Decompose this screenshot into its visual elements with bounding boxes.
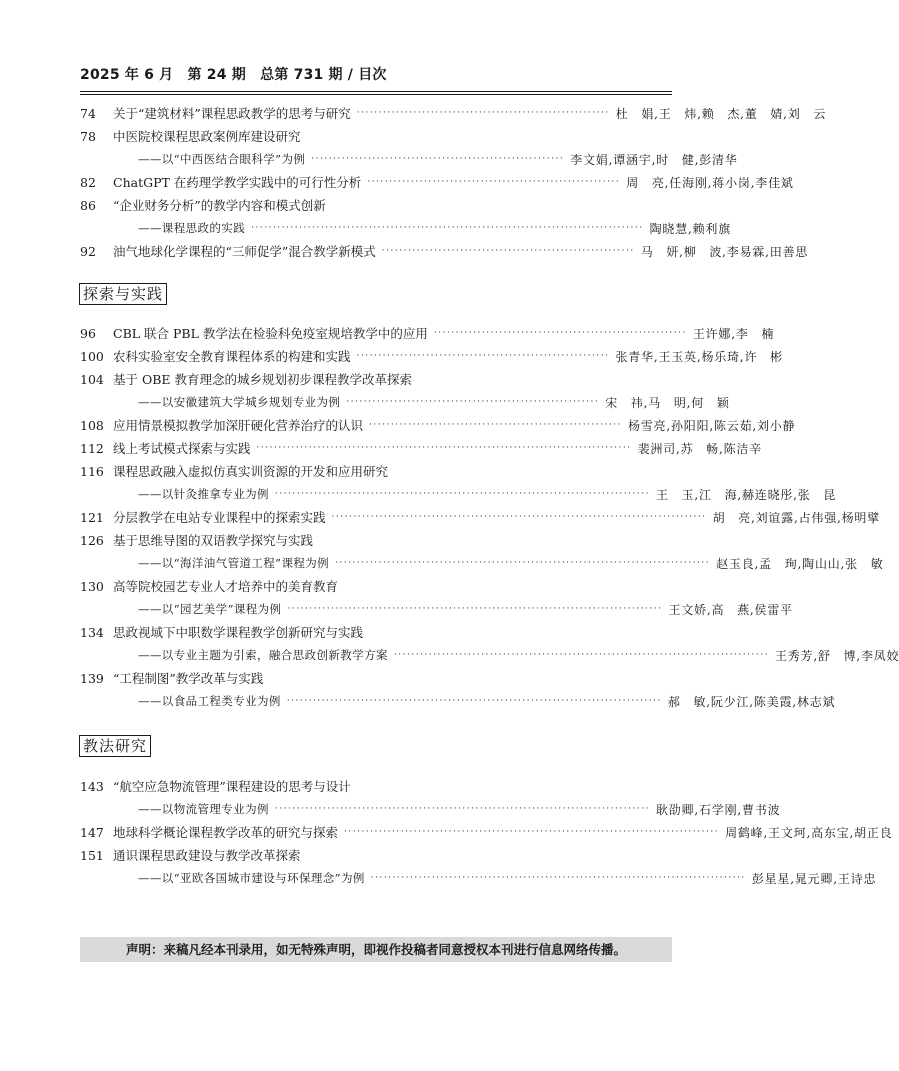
toc-entry[interactable] [80,172,794,192]
toc-title: 基于思维导图的双语教学探究与实践 [113,533,314,548]
toc-subtitle: ——课程思政的实践 [138,221,246,235]
dot-leader: ······················································································ [370,873,746,883]
dot-leader: ·························································· [433,328,687,338]
toc-authors: 周 亮,任海刚,蒋小岗,李佳斌 [626,175,794,190]
toc-entry[interactable] [80,438,762,458]
toc-title: 地球科学概论课程教学改革的研究与探索 [113,825,339,840]
toc-subtitle: ——以安徽建筑大学城乡规划专业为例 [138,395,341,409]
toc-subtitle: ——以物流管理专业为例 [138,802,269,816]
toc-entry-sub [80,799,781,819]
toc-title: 农科实验室安全教育课程体系的构建和实践 [113,349,351,364]
toc-entry[interactable] [80,369,672,389]
toc-title: 中医院校课程思政案例库建设研究 [113,129,301,144]
toc-title: 高等院校园艺专业人才培养中的美育教育 [113,579,339,594]
toc-authors: 杜 娟,王 炜,赖 杰,董 婧,刘 云 [615,106,827,121]
dot-leader: ·························································· [381,246,635,256]
toc-title: 线上考试模式探索与实践 [113,441,251,456]
toc-entry[interactable] [80,461,672,481]
toc-entry-sub [80,599,793,619]
dot-leader: ·························································································· [251,223,644,233]
toc-page-number: 104 [80,371,104,387]
toc-subtitle: ——以针灸推拿专业为例 [138,487,269,501]
toc-authors: 陶晓慧,赖利旗 [649,221,732,236]
toc-entry[interactable] [80,668,672,688]
toc-page-number: 130 [80,578,104,594]
toc-title: ChatGPT 在药理学教学实践中的可行性分析 [113,175,362,190]
toc-page-number: 134 [80,624,104,640]
toc-authors: 张青华,王玉英,杨乐琦,许 彬 [615,349,783,364]
toc-entry[interactable] [80,845,672,865]
toc-subtitle: ——以“海洋油气管道工程”课程为例 [138,556,330,570]
toc-entry-sub [80,218,732,238]
dot-leader: ······················································································ [287,604,663,614]
toc-subtitle: ——以“中西医结合眼科学”为例 [138,152,306,166]
toc-entry[interactable] [80,576,672,596]
copyright-notice: 声明：来稿凡经本刊录用，如无特殊声明，即视作投稿者同意授权本刊进行信息网络传播。 [80,937,672,962]
dot-leader: ······················································································ [274,489,650,499]
toc-page-number: 74 [80,105,96,121]
toc-entry[interactable] [80,241,809,261]
toc-authors: 马 妍,柳 波,李易霖,田善思 [640,244,809,259]
toc-authors: 赵玉良,孟 珣,陶山山,张 敏 [716,556,884,571]
toc-page-number: 151 [80,847,104,863]
section-title-exploration: 探索与实践 [79,283,167,305]
toc-title: 课程思政融入虚拟仿真实训资源的开发和应用研究 [113,464,389,479]
toc-authors: 杨雪亮,孙阳阳,陈云茹,刘小静 [627,418,796,433]
dot-leader: ······················································································ [286,696,662,706]
toc-title: “企业财务分析”的教学内容和模式创新 [113,198,326,213]
toc-entry[interactable] [80,822,893,842]
toc-title: 基于 OBE 教育理念的城乡规划初步课程教学改革探索 [113,372,413,387]
toc-page-number: 121 [80,509,104,525]
toc-page-number: 139 [80,670,104,686]
toc-subtitle: ——以“园艺美学”课程为例 [138,602,282,616]
toc-entry-sub [80,645,899,665]
dot-leader: ·························································· [356,108,610,118]
toc-title: 通识课程思政建设与教学改革探索 [113,848,301,863]
toc-authors: 裴洲司,苏 畅,陈洁辛 [637,441,762,456]
toc-entry-sub [80,553,884,573]
toc-title: 分层教学在电站专业课程中的探索实践 [113,510,326,525]
toc-authors: 王 玉,江 海,赫连晓彤,张 昆 [655,487,837,502]
toc-title: “工程制图”教学改革与实践 [113,671,264,686]
toc-entry[interactable] [80,415,796,435]
toc-title: 应用情景模拟教学加深肝硬化营养治疗的认识 [113,418,364,433]
toc-entry-sub [80,484,837,504]
toc-authors: 郝 敏,阮少江,陈美霞,林志斌 [667,694,836,709]
toc-authors: 宋 祎,马 明,何 颖 [605,395,730,410]
toc-authors: 周鹤峰,王文珂,高东宝,胡正良 [725,825,893,840]
page-header: 2025 年 6 月 第 24 期 总第 731 期 / 目次 [80,67,387,83]
toc-title: 油气地球化学课程的“三师促学”混合教学新模式 [113,244,376,259]
dot-leader: ·························································· [369,420,622,430]
toc-entry[interactable] [80,507,881,527]
toc-page-number: 116 [80,463,104,479]
toc-page-number: 108 [80,417,104,433]
dot-leader: ·························································· [346,397,600,407]
toc-page-number: 96 [80,325,96,341]
dot-leader: ·························································· [356,351,610,361]
header-rule [80,91,672,92]
toc-entry[interactable] [80,622,672,642]
toc-entry[interactable] [80,776,672,796]
toc-subtitle: ——以专业主题为引索，融合思政创新教学方案 [138,648,388,662]
toc-page-number: 82 [80,174,96,190]
toc-title: “航空应急物流管理”课程建设的思考与设计 [113,779,351,794]
toc-entry[interactable] [80,126,672,146]
toc-authors: 王许娜,李 楠 [692,326,775,341]
toc-page-number: 112 [80,440,104,456]
toc-page-number: 92 [80,243,96,259]
section-title-teaching-methods: 教法研究 [79,735,151,757]
toc-page-number: 86 [80,197,96,213]
toc-entry-sub [80,392,730,412]
toc-entry[interactable] [80,103,827,123]
toc-authors: 彭星星,晁元卿,王诗忠 [751,871,877,886]
toc-authors: 李文娟,谭涵宇,时 健,彭清华 [570,152,738,167]
toc-subtitle: ——以食品工程类专业为例 [138,694,281,708]
dot-leader: ·························································· [311,154,565,164]
dot-leader: ······················································································ [393,650,769,660]
toc-authors: 王文娇,高 燕,侯雷平 [668,602,793,617]
dot-leader: ······················································································ [335,558,711,568]
toc-entry[interactable] [80,346,783,366]
toc-page-number: 78 [80,128,96,144]
toc-entry[interactable] [80,323,775,343]
toc-title: 关于“建筑材料”课程思政教学的思考与研究 [113,106,351,121]
toc-entry-sub [80,691,836,711]
dot-leader: ······················································································ [344,827,720,837]
toc-entry[interactable] [80,195,672,215]
toc-entry-sub [80,868,877,888]
header-rule-thin [80,94,672,95]
dot-leader: ······················································································ [256,443,632,453]
toc-page-number: 100 [80,348,104,364]
toc-authors: 王秀芳,舒 博,李凤姣 [774,648,899,663]
dot-leader: ······················································································ [331,512,707,522]
toc-page-number: 143 [80,778,104,794]
toc-title: CBL 联合 PBL 教学法在检验科免疫室规培教学中的应用 [113,326,428,341]
toc-authors: 胡 亮,刘谊露,占伟强,杨明擘 [712,510,881,525]
toc-entry-sub [80,149,738,169]
dot-leader: ·························································· [367,177,621,187]
toc-page-number: 126 [80,532,104,548]
dot-leader: ······················································································ [274,804,650,814]
toc-subtitle: ——以“亚欧各国城市建设与环保理念”为例 [138,871,365,885]
toc-title: 思政视域下中职数学课程教学创新研究与实践 [113,625,364,640]
toc-page-number: 147 [80,824,104,840]
toc-authors: 耿劭卿,石学刚,曹书波 [655,802,781,817]
toc-entry[interactable] [80,530,672,550]
